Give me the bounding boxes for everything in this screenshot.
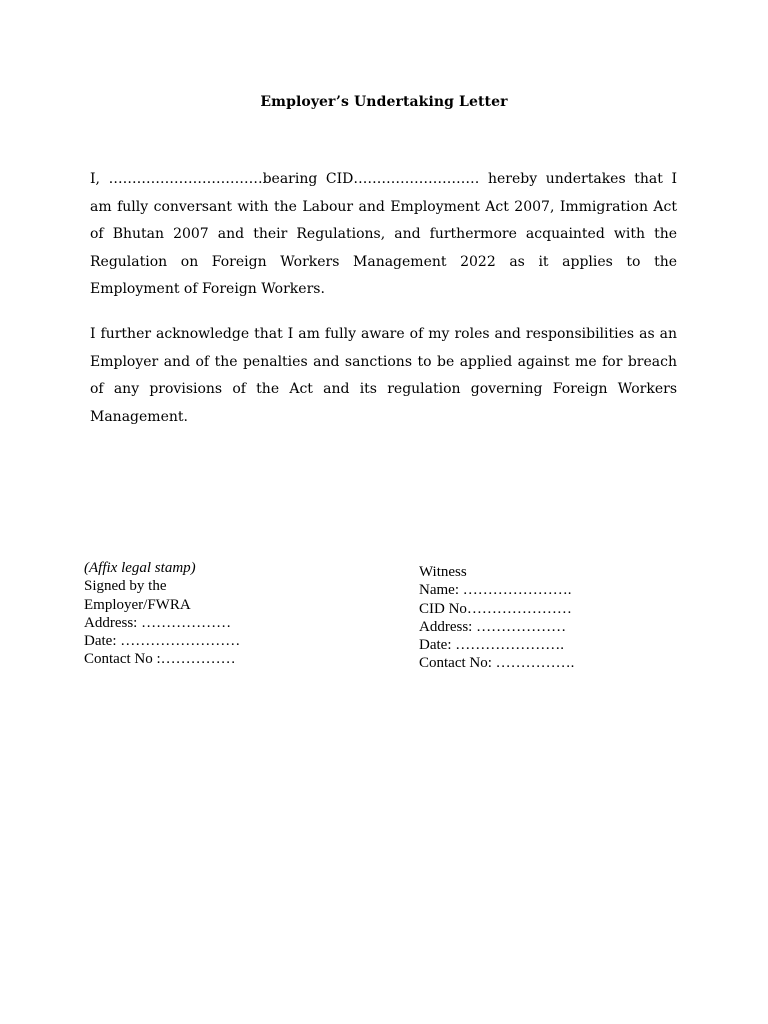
- body-paragraph-1: I, ……………………………bearing CID……………………… hereby undertakes that I am fully conversant with the Labour and Employment Act 2007, Immigration Act of Bhutan 2007 and their Regulations, and furthermore acquainted with the Regulation on Foreign Workers Management 2022 as it applies to the Employment of Foreign Workers.: [90, 171, 677, 297]
- witness-date-field: Date: ………………….: [419, 637, 564, 654]
- signed-by-label: Signed by the: [84, 578, 167, 595]
- employer-address-field: Address: ………………: [84, 614, 232, 631]
- witness-contact-field: Contact No: …………….: [419, 655, 575, 672]
- body-paragraph-2: I further acknowledge that I am fully aware of my roles and responsibilities as an Employer and of the penalties and sanctions to be applied against me for breach of any provisions of the Act and its regulation governing Foreign Workers Management.: [90, 326, 677, 425]
- witness-heading: Witness: [419, 564, 467, 580]
- witness-signature-block: [419, 563, 679, 673]
- employer-role-label: Employer/FWRA: [84, 596, 191, 613]
- witness-cid-field: CID No…………………: [419, 600, 572, 617]
- witness-address-field: Address: ………………: [419, 618, 567, 635]
- document-title: Employer’s Undertaking Letter: [260, 94, 508, 110]
- stamp-note: (Affix legal stamp): [84, 560, 196, 576]
- employer-signature-block: [84, 559, 344, 669]
- employer-contact-field: Contact No :……………: [84, 651, 236, 668]
- employer-date-field: Date: ……………………: [84, 633, 241, 650]
- witness-name-field: Name: ………………….: [419, 582, 572, 599]
